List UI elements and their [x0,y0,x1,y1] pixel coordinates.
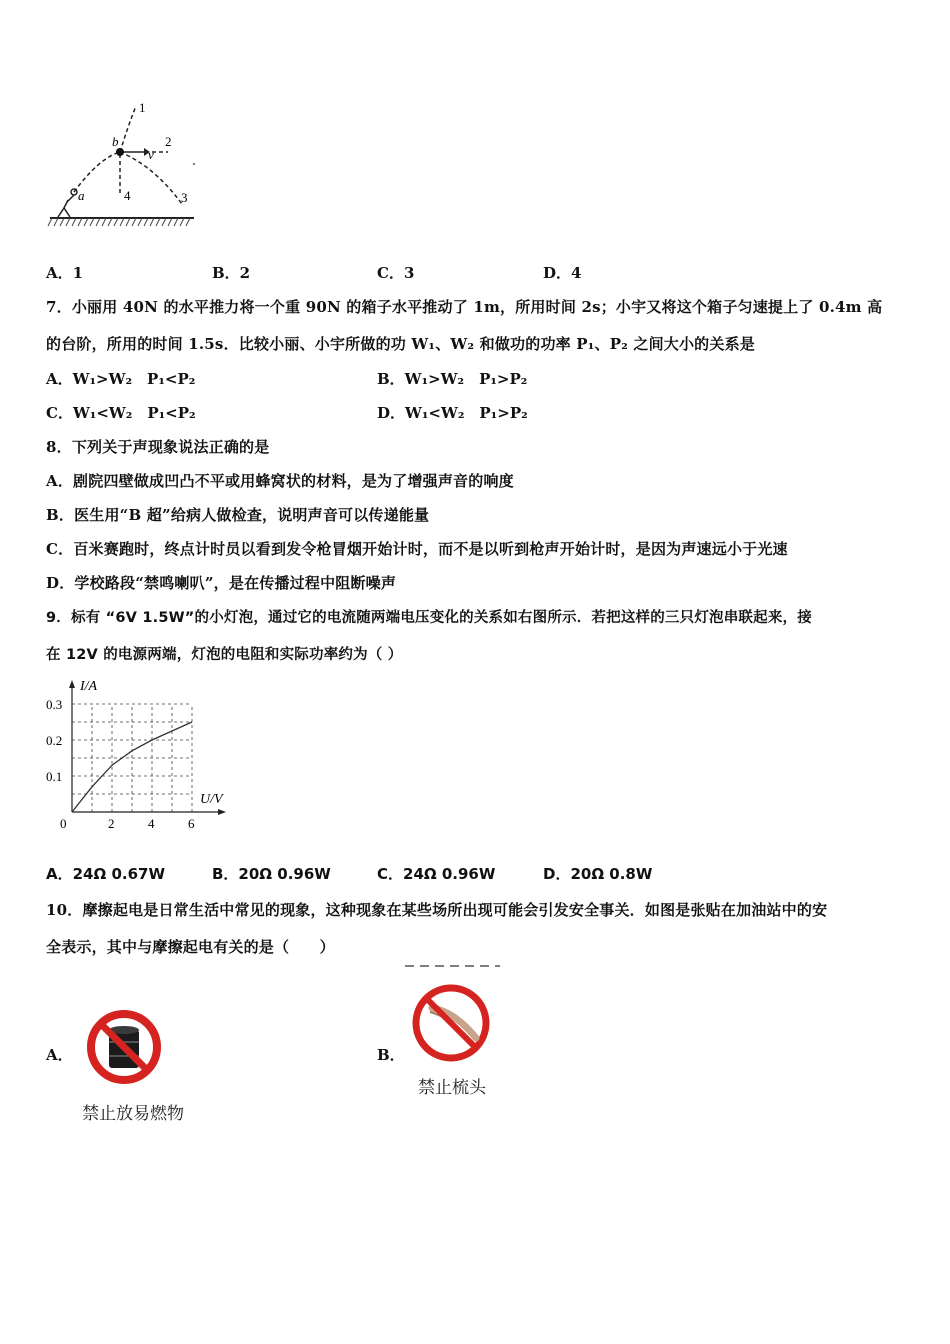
y-tick-label: 0.3 [46,697,63,712]
label-v: v [148,147,154,162]
no-combing-sign-icon[interactable] [410,982,492,1064]
label-a: a [78,188,85,203]
q9-option-c[interactable]: C．24Ω 0.96W [377,865,496,883]
label-1: 1 [139,100,146,115]
q6-option-b[interactable]: B．2 [212,264,251,282]
x-axis-arrow-icon [218,809,226,815]
q10-stem-line2: 全表示，其中与摩擦起电有关的是（ ） [46,938,335,956]
q10-option-b-label[interactable]: B． [377,1046,405,1064]
label-4: 4 [124,188,131,203]
q6-option-c[interactable]: C．3 [377,264,415,282]
q7-option-c[interactable]: C．W₁<W₂ P₁<P₂ [46,404,196,422]
y-tick-label: 0.1 [46,769,63,784]
person-icon [58,195,74,217]
sign-a-caption: 禁止放易燃物 [82,1104,184,1124]
q7-option-a[interactable]: A．W₁>W₂ P₁<P₂ [46,370,196,388]
iu-chart [40,672,240,832]
q8-option-c[interactable]: C．百米赛跑时，终点计时员以看到发令枪冒烟开始计时，而不是以听到枪声开始计时，是因为声速远小于光速 [46,540,788,558]
y-axis-arrow-icon [69,680,75,688]
q8-option-d[interactable]: D．学校路段“禁鸣喇叭”，是在传播过程中阻断噪声 [46,574,397,592]
q8-option-a[interactable]: A．剧院四壁做成凹凸不平或用蜂窝状的材料，是为了增强声音的响度 [46,472,514,490]
label-3: 3 [181,190,188,205]
q8-stem: 8．下列关于声现象说法正确的是 [46,438,270,456]
path-1 [120,106,136,152]
q10-option-a-label[interactable]: A． [46,1046,73,1064]
no-flammables-sign-icon[interactable] [85,1008,163,1086]
point-b-marker [116,148,124,156]
q9-option-b[interactable]: B．20Ω 0.96W [212,865,331,883]
x-tick-label: 4 [148,816,155,831]
y-tick-label: 0.2 [46,733,63,748]
stray-dot [193,163,195,165]
q7-option-d[interactable]: D．W₁<W₂ P₁>P₂ [377,404,528,422]
q7-stem-line1: 7．小丽用 40N 的水平推力将一个重 90N 的箱子水平推动了 1m，所用时间 2s；小宇又将这个箱子匀速提上了 0.4m 高 [46,298,883,316]
top-clip-artifact [405,962,505,970]
chart-grid [72,704,192,812]
q9-stem-line2: 在 12V 的电源两端，灯泡的电阻和实际功率约为（ ） [46,647,403,663]
q6-option-d[interactable]: D．4 [543,264,582,282]
q9-option-d[interactable]: D．20Ω 0.8W [543,865,653,883]
q10-stem-line1: 10．摩擦起电是日常生活中常见的现象，这种现象在某些场所出现可能会引发安全事关．如图是张贴在加油站中的安 [46,901,828,919]
q8-option-b[interactable]: B．医生用“B 超”给病人做检查，说明声音可以传递能量 [46,506,430,524]
x-tick-label: 2 [108,816,115,831]
q6-option-a[interactable]: A．1 [46,264,84,282]
q7-option-b[interactable]: B．W₁>W₂ P₁>P₂ [377,370,528,388]
trajectory-path [74,152,120,192]
y-axis-label: I/A [80,679,98,694]
label-b: b [112,134,119,149]
x-tick-label: 6 [188,816,195,831]
q7-stem-line2: 的台阶，所用的时间 1.5s．比较小丽、小宇所做的功 W₁、W₂ 和做功的功率 P₁、P₂ 之间大小的关系是 [46,335,755,353]
x-tick-label: 0 [60,816,67,831]
sign-b-caption: 禁止梳头 [418,1078,486,1098]
trajectory-diagram [44,96,204,231]
label-2: 2 [165,134,172,149]
x-axis-label: U/V [200,792,223,807]
q9-option-a[interactable]: A．24Ω 0.67W [46,865,166,883]
ground-hatch [48,218,190,226]
q9-stem-line1: 9．标有 “6V 1.5W”的小灯泡，通过它的电流随两端电压变化的关系如右图所示．若把这样的三只灯泡串联起来，接 [46,610,812,626]
